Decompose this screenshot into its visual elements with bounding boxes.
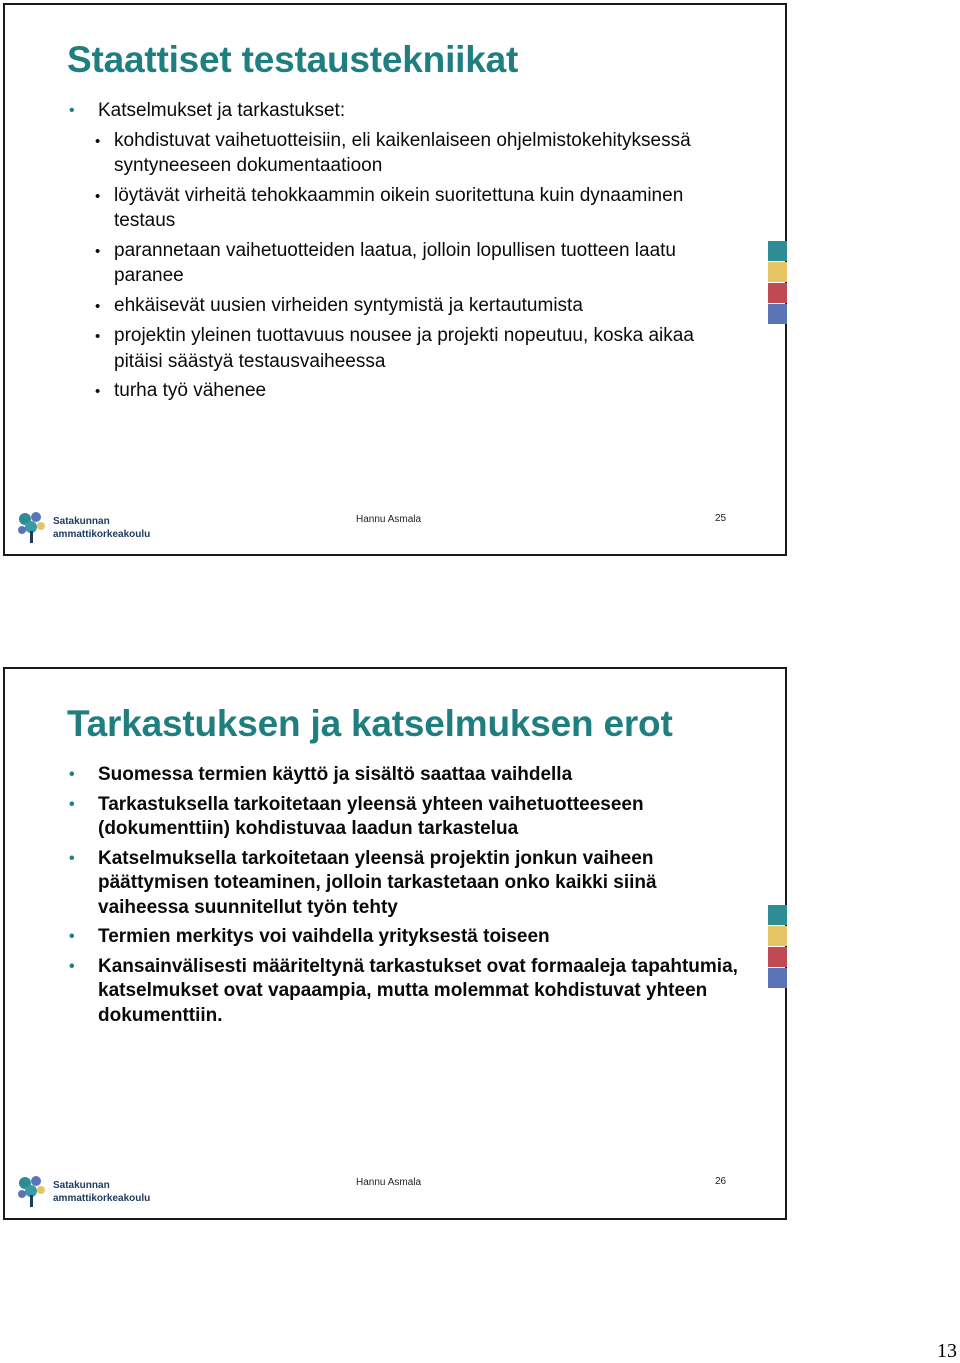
tree-logo-icon	[15, 1173, 49, 1209]
bullet-item: • Suomessa termien käyttö ja sisältö saattaa vaihdella	[67, 763, 745, 788]
bullet-icon: •	[69, 928, 75, 945]
decor-square-blue	[768, 968, 787, 988]
bullet-icon: •	[95, 242, 101, 260]
bullet-item: • Katselmuksella tarkoitetaan yleensä projektin jonkun vaiheen päättymisen toteaminen, jolloin tarkastetaan onko kaikki siinä vaiheessa suunnitellut työn tehty	[69, 847, 657, 918]
bullet-list	[67, 763, 745, 1033]
decor-square-red	[768, 947, 787, 967]
bullet-icon: •	[95, 132, 101, 150]
sub-bullet-item: • projektin yleinen tuottavuus nousee ja projekti nopeutuu, koska aikaa pitäisi säästyä testausvaiheessa	[95, 325, 694, 372]
school-logo: Satakunnan ammattikorkeakoulu	[15, 509, 155, 549]
slide-title: Tarkastuksen ja katselmuksen erot	[67, 703, 673, 744]
bullet-item: • Kansainvälisesti määriteltynä tarkastukset ovat formaaleja tapahtumia, katselmukset ovat vapaampia, mutta molemmat kohdistuvat yhteen dokumenttiin.	[69, 955, 738, 1026]
bullet-icon: •	[95, 297, 101, 315]
footer-author: Hannu Asmala	[356, 514, 422, 525]
decor-square-yellow	[768, 926, 787, 946]
sub-bullet-item: • parannetaan vaihetuotteiden laatua, jolloin lopullisen tuotteen laatu paranee	[95, 239, 676, 286]
bullet-icon: •	[69, 957, 75, 975]
decor-square-teal	[768, 241, 787, 261]
school-logo: Satakunnan ammattikorkeakoulu	[15, 1173, 155, 1213]
sub-bullet-item: • kohdistuvat vaihetuotteisiin, eli kaikenlaiseen ohjelmistokehityksessä syntyneeseen dokumentaatioon	[95, 129, 691, 176]
sub-bullet-item: • ehkäisevät uusien virheiden syntymistä ja kertautumista	[67, 294, 745, 320]
bullet-icon: •	[95, 187, 101, 205]
bullet-item: • Katselmukset ja tarkastukset:	[67, 99, 745, 124]
bullet-icon: •	[69, 849, 75, 867]
tree-logo-icon	[15, 509, 49, 545]
sub-bullet-item: • löytävät virheitä tehokkaammin oikein suoritettuna kuin dynaaminen testaus	[95, 184, 684, 231]
bullet-item: • Tarkastuksella tarkoitetaan yleensä yhteen vaihetuotteeseen (dokumenttiin) kohdistuvaa laadun tarkastelua	[69, 793, 644, 839]
bullet-icon: •	[69, 766, 75, 783]
footer-page-number: 25	[715, 513, 727, 524]
decor-square-blue	[768, 304, 787, 324]
slide-26	[3, 667, 787, 1220]
slide-25	[3, 3, 787, 556]
footer-page-number: 26	[715, 1176, 727, 1187]
decor-square-red	[768, 283, 787, 303]
bullet-icon: •	[95, 383, 101, 400]
bullet-icon: •	[95, 328, 101, 345]
bullet-list	[67, 99, 745, 410]
footer-author: Hannu Asmala	[356, 1177, 422, 1188]
decor-square-teal	[768, 905, 787, 925]
bullet-icon: •	[69, 795, 75, 813]
sub-bullet-item: • turha työ vähenee	[67, 379, 745, 405]
bullet-icon: •	[69, 102, 75, 119]
slide-title: Staattiset testaustekniikat	[67, 39, 519, 80]
document-page-number: 13	[937, 1340, 957, 1362]
bullet-item: • Termien merkitys voi vaihdella yrityksestä toiseen	[67, 925, 745, 950]
decor-square-yellow	[768, 262, 787, 282]
